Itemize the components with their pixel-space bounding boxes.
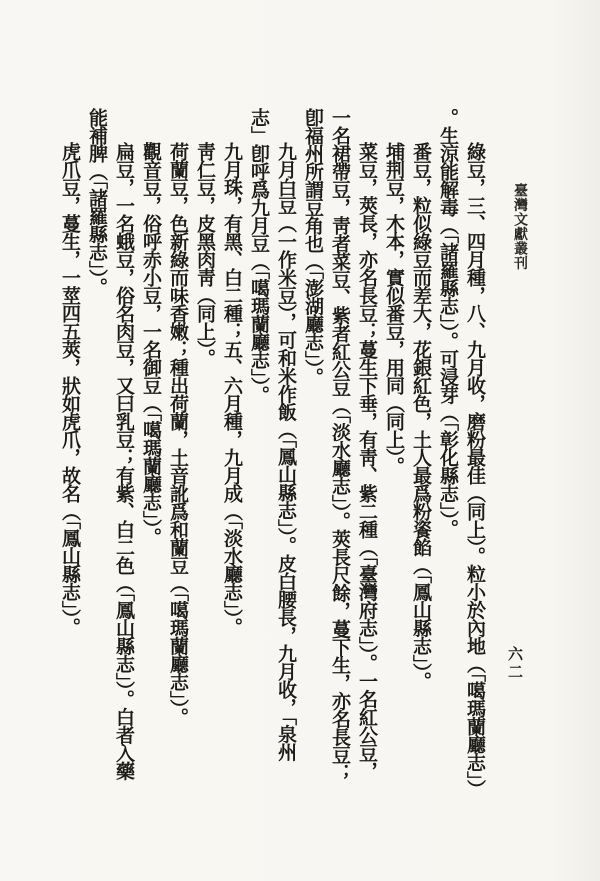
- text-column-8: 九月白豆（一作米豆），可和米作飯（「鳳山縣志」）。皮白腰長，九月收，「泉州: [275, 142, 296, 761]
- page-number: 六二: [506, 646, 522, 682]
- text-column-5: 菜豆，莢長，亦名長豆；蔓生下垂，有靑、紫二種（「臺灣府志」）。一名紅公豆，: [356, 142, 377, 780]
- text-column-15: 能補脾（「諸羅縣志」）。: [86, 108, 107, 296]
- text-column-11: 靑仁豆，皮黑肉靑（同上）。: [194, 142, 215, 367]
- text-column-10: 九月珠，有黑、白二種；五、六月種，九月成（「淡水廳志」）。: [221, 142, 242, 636]
- text-column-1: 綠豆，三、四月種，八、九月收，磨粉最佳（同上）。粒小於內地（「噶瑪蘭廳志」）: [464, 142, 485, 798]
- text-column-12: 荷蘭豆，色新綠而味香嫩；種出荷蘭，土音訛爲和蘭豆（「噶瑪蘭廳志」）。: [167, 142, 188, 726]
- text-block: [56, 108, 488, 798]
- text-column-13: 觀音豆，俗呼赤小豆，一名御豆（「噶瑪蘭廳志」）。: [140, 142, 161, 546]
- text-column-7: 卽福州所謂豆角也（「澎湖廳志」）。: [302, 108, 323, 386]
- text-column-2: 。生涼能解毒（「諸羅縣志」）。可浸芽（「彰化縣志」）。: [437, 108, 458, 537]
- text-column-16: 虎爪豆，蔓生，一莖四五莢，狀如虎爪，故名（「鳳山縣志」）。: [59, 142, 80, 636]
- text-column-3: 番豆，粒似綠豆而差大，花銀紅色，土人最爲粉餈餡（「鳳山縣志」）。: [410, 142, 431, 690]
- text-column-9: 志」卽呼爲九月豆（「噶瑪蘭廳志」）。: [248, 108, 269, 404]
- text-column-4: 埔荆豆，木本，實似番豆，用同（同上）。: [383, 142, 404, 475]
- running-head: 臺灣文獻叢刊: [512, 183, 527, 270]
- text-column-6: 一名裙帶豆，靑者菜豆、紫者紅公豆（「淡水廳志」）。莢長尺餘，蔓下生，亦名長豆；: [329, 108, 350, 782]
- text-column-14: 扁豆，一名蛾豆，俗名肉豆，又曰乳豆；有紫、白二色（「鳳山縣志」）。白者入藥: [113, 142, 134, 780]
